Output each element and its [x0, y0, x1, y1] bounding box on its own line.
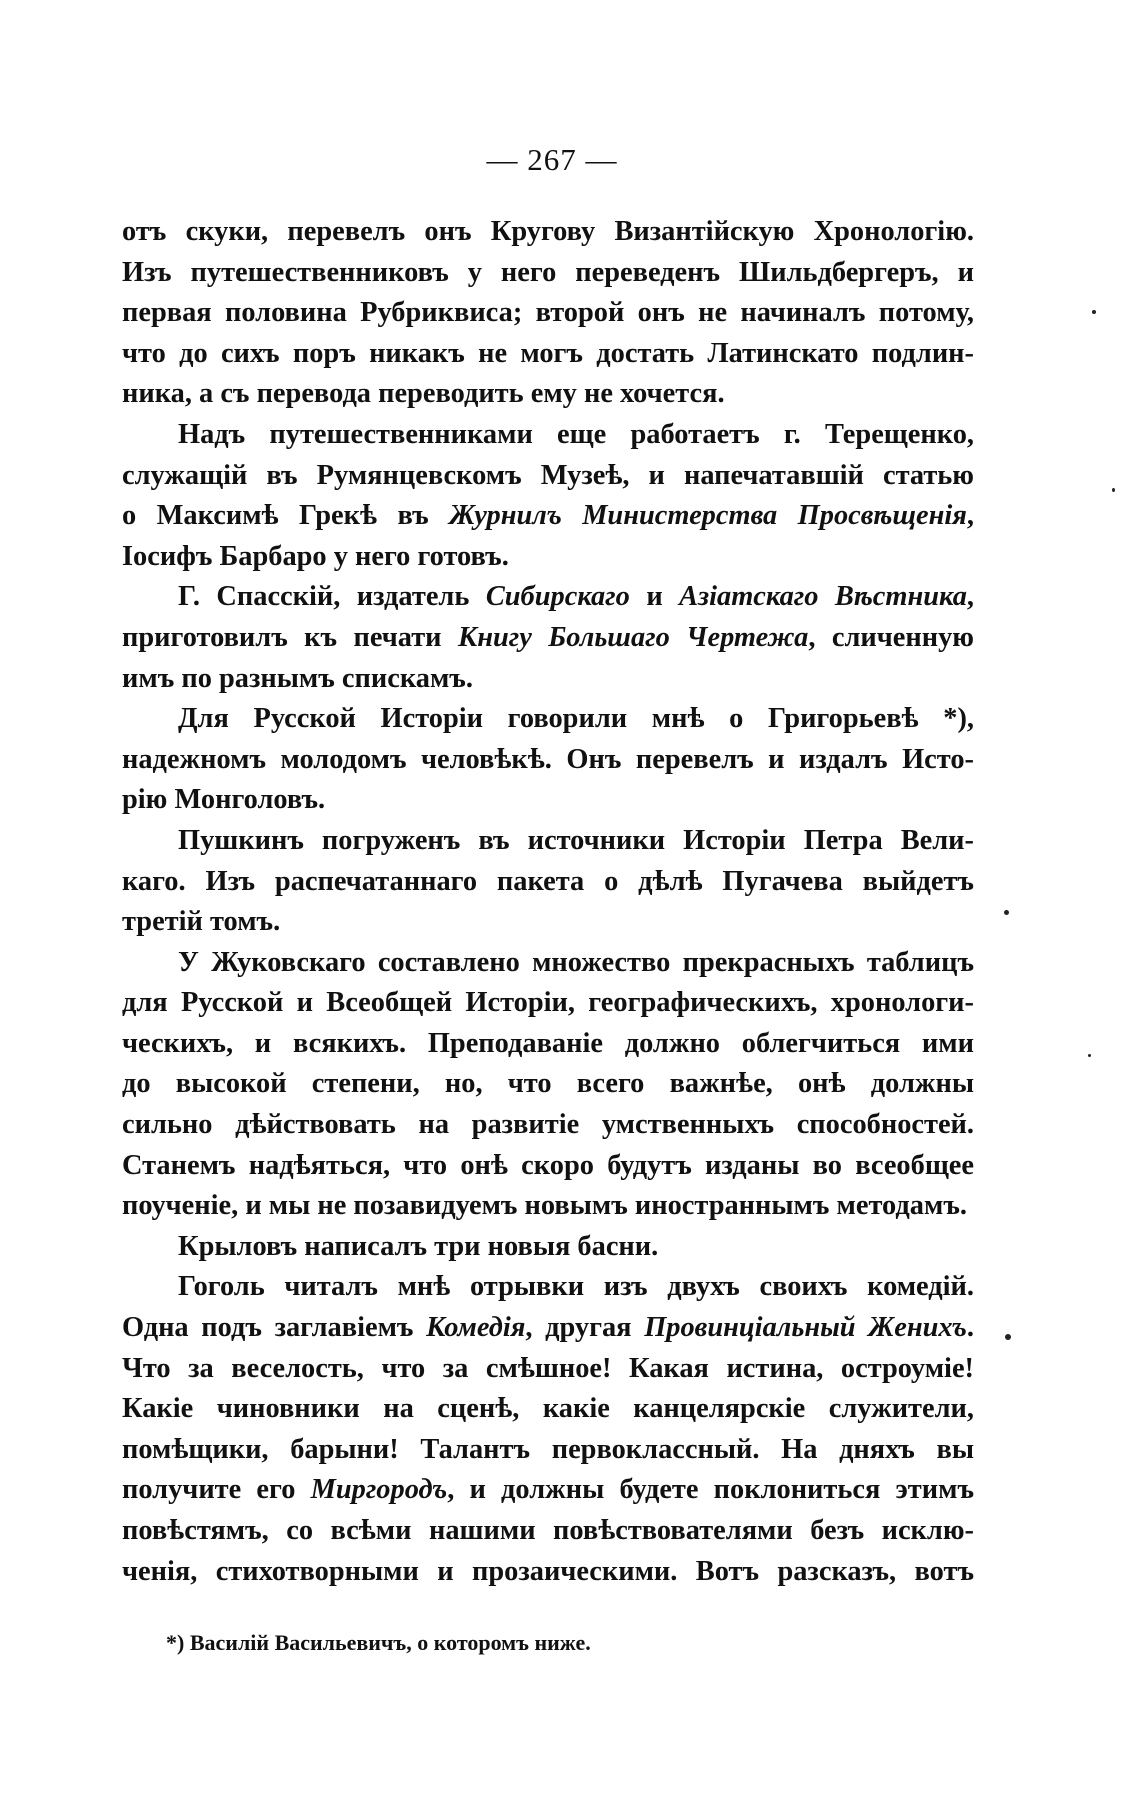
text-run: Какіе чиновники на сценѣ, какіе канцелярскіе служители,	[122, 1393, 974, 1425]
text-line	[122, 374, 974, 415]
text-run: о Максимѣ Грекѣ въ	[122, 500, 450, 532]
text-line	[122, 1186, 974, 1227]
text-run: для Русской и Всеобщей Исторіи, географическихъ, хронологи-	[122, 987, 974, 1019]
text-run: Гоголь читалъ мнѣ отрывки изъ двухъ своихъ комедій.	[178, 1271, 974, 1303]
text-run: Крыловъ написалъ три новыя басни.	[178, 1230, 659, 1262]
text-line	[122, 577, 974, 618]
text-run: каго. Изъ распечатаннаго пакета о дѣлѣ Пугачева выйдетъ	[122, 865, 974, 897]
italic-title: Миргородъ	[310, 1474, 448, 1506]
text-line	[122, 496, 974, 537]
italic-title: Азіатскаго Вѣстника	[679, 581, 967, 613]
text-line	[122, 943, 974, 984]
text-run: , и должны будете поклониться этимъ	[447, 1474, 974, 1506]
text-run: что до сихъ поръ никакъ не могъ достать Латинскато подлин-	[122, 337, 974, 369]
text-run: Г. Спасскій, издатель	[178, 581, 486, 613]
text-run: Надъ путешественниками еще работаетъ г. Терещенко,	[178, 418, 974, 450]
text-run: .	[966, 1312, 974, 1344]
text-run: служащій въ Румянцевскомъ Музеѣ, и напечатавшій статью	[122, 459, 974, 491]
text-line	[122, 1430, 974, 1471]
text-line	[122, 293, 974, 334]
italic-title: Книгу Большаго Чертежа	[457, 621, 809, 653]
text-run: надежномъ молодомъ человѣкѣ. Онъ перевелъ и издалъ Исто-	[122, 743, 974, 775]
text-line	[122, 1146, 974, 1187]
text-line	[122, 862, 974, 903]
text-line	[122, 1349, 974, 1390]
text-line	[122, 1470, 974, 1511]
text-run: приготовилъ къ печати	[122, 621, 458, 653]
text-run: поученіе, и мы не позавидуемъ новымъ иностраннымъ методамъ.	[122, 1190, 967, 1222]
footnote: *) Василій Васильевичъ, о которомъ ниже.	[166, 1630, 591, 1655]
text-run: и	[629, 581, 680, 613]
italic-title: Комедія	[426, 1312, 526, 1344]
text-line	[122, 1064, 974, 1105]
speck-mark	[1112, 488, 1115, 492]
text-line	[122, 1552, 974, 1593]
text-run: сильно дѣйствовать на развитіе умственныхъ способностей.	[122, 1109, 974, 1141]
text-line	[122, 456, 974, 497]
text-line	[122, 659, 974, 700]
text-line	[122, 902, 974, 943]
text-run: Станемъ надѣяться, что онѣ скоро будутъ изданы во всеобщее	[122, 1149, 974, 1181]
text-run: получите его	[122, 1474, 311, 1506]
text-line	[122, 1227, 974, 1268]
text-run: Что за веселость, что за смѣшное! Какая истина, остроуміе!	[122, 1352, 974, 1384]
text-line	[122, 699, 974, 740]
text-run: помѣщики, барыни! Талантъ первоклассный. На дняхъ вы	[122, 1433, 974, 1465]
text-line	[122, 821, 974, 862]
speck-mark	[1088, 1054, 1091, 1057]
text-run: ченія, стихотворными и прозаическими. Вотъ разсказъ, вотъ	[122, 1555, 974, 1587]
italic-title: Журнилъ Министерства Просвѣщенія	[449, 500, 967, 532]
text-line	[122, 537, 974, 578]
text-run: Пушкинъ погруженъ въ источники Исторіи Петра Вели-	[178, 824, 974, 856]
text-line	[122, 1511, 974, 1552]
text-line	[122, 780, 974, 821]
text-line	[122, 1308, 974, 1349]
text-line	[122, 983, 974, 1024]
text-run: У Жуковскаго составлено множество прекрасныхъ таблицъ	[178, 946, 974, 978]
text-run: , другая	[525, 1312, 645, 1344]
speck-mark	[1005, 1334, 1011, 1340]
text-line	[122, 334, 974, 375]
text-run: ческихъ, и всякихъ. Преподаваніе должно облегчиться ими	[122, 1027, 974, 1059]
text-run: повѣстямъ, со всѣми нашими повѣствователями безъ исклю-	[122, 1515, 974, 1546]
text-line	[122, 1389, 974, 1430]
text-run: имъ по разнымъ спискамъ.	[122, 662, 473, 694]
text-line	[122, 415, 974, 456]
text-line	[122, 618, 974, 659]
body-text	[122, 212, 974, 1592]
text-run: Одна подъ заглавіемъ	[122, 1312, 427, 1344]
text-run: , сличенную	[808, 621, 974, 653]
speck-mark	[1092, 310, 1096, 314]
text-line	[122, 1024, 974, 1065]
text-run: третій томъ.	[122, 906, 281, 938]
text-run: первая половина Рубриквиса; второй онъ не начиналъ потому,	[122, 297, 974, 329]
speck-mark	[1004, 910, 1009, 915]
text-run: ,	[966, 581, 974, 613]
text-run: отъ скуки, перевелъ онъ Кругову Византійскую Хронологію.	[122, 216, 974, 247]
text-run: Іосифъ Барбаро у него готовъ.	[122, 540, 509, 572]
italic-title: Сибирскаго	[485, 581, 630, 613]
text-run: ,	[966, 500, 974, 532]
text-run: ника, а съ перевода переводить ему не хочется.	[122, 378, 725, 410]
text-run: рію Монголовъ.	[122, 784, 326, 816]
italic-title: Провинціальный Женихъ	[644, 1312, 967, 1344]
text-run: Для Русской Исторіи говорили мнѣ о Григорьевѣ *),	[178, 703, 974, 735]
text-run: до высокой степени, но, что всего важнѣе, онѣ должны	[122, 1068, 974, 1100]
page-number: — 267 —	[486, 142, 618, 177]
text-line	[122, 253, 974, 294]
text-line	[122, 1267, 974, 1308]
text-run: Изъ путешественниковъ у него переведенъ Шильдбергеръ, и	[122, 256, 974, 288]
text-line	[122, 212, 974, 253]
text-line	[122, 740, 974, 781]
text-line	[122, 1105, 974, 1146]
